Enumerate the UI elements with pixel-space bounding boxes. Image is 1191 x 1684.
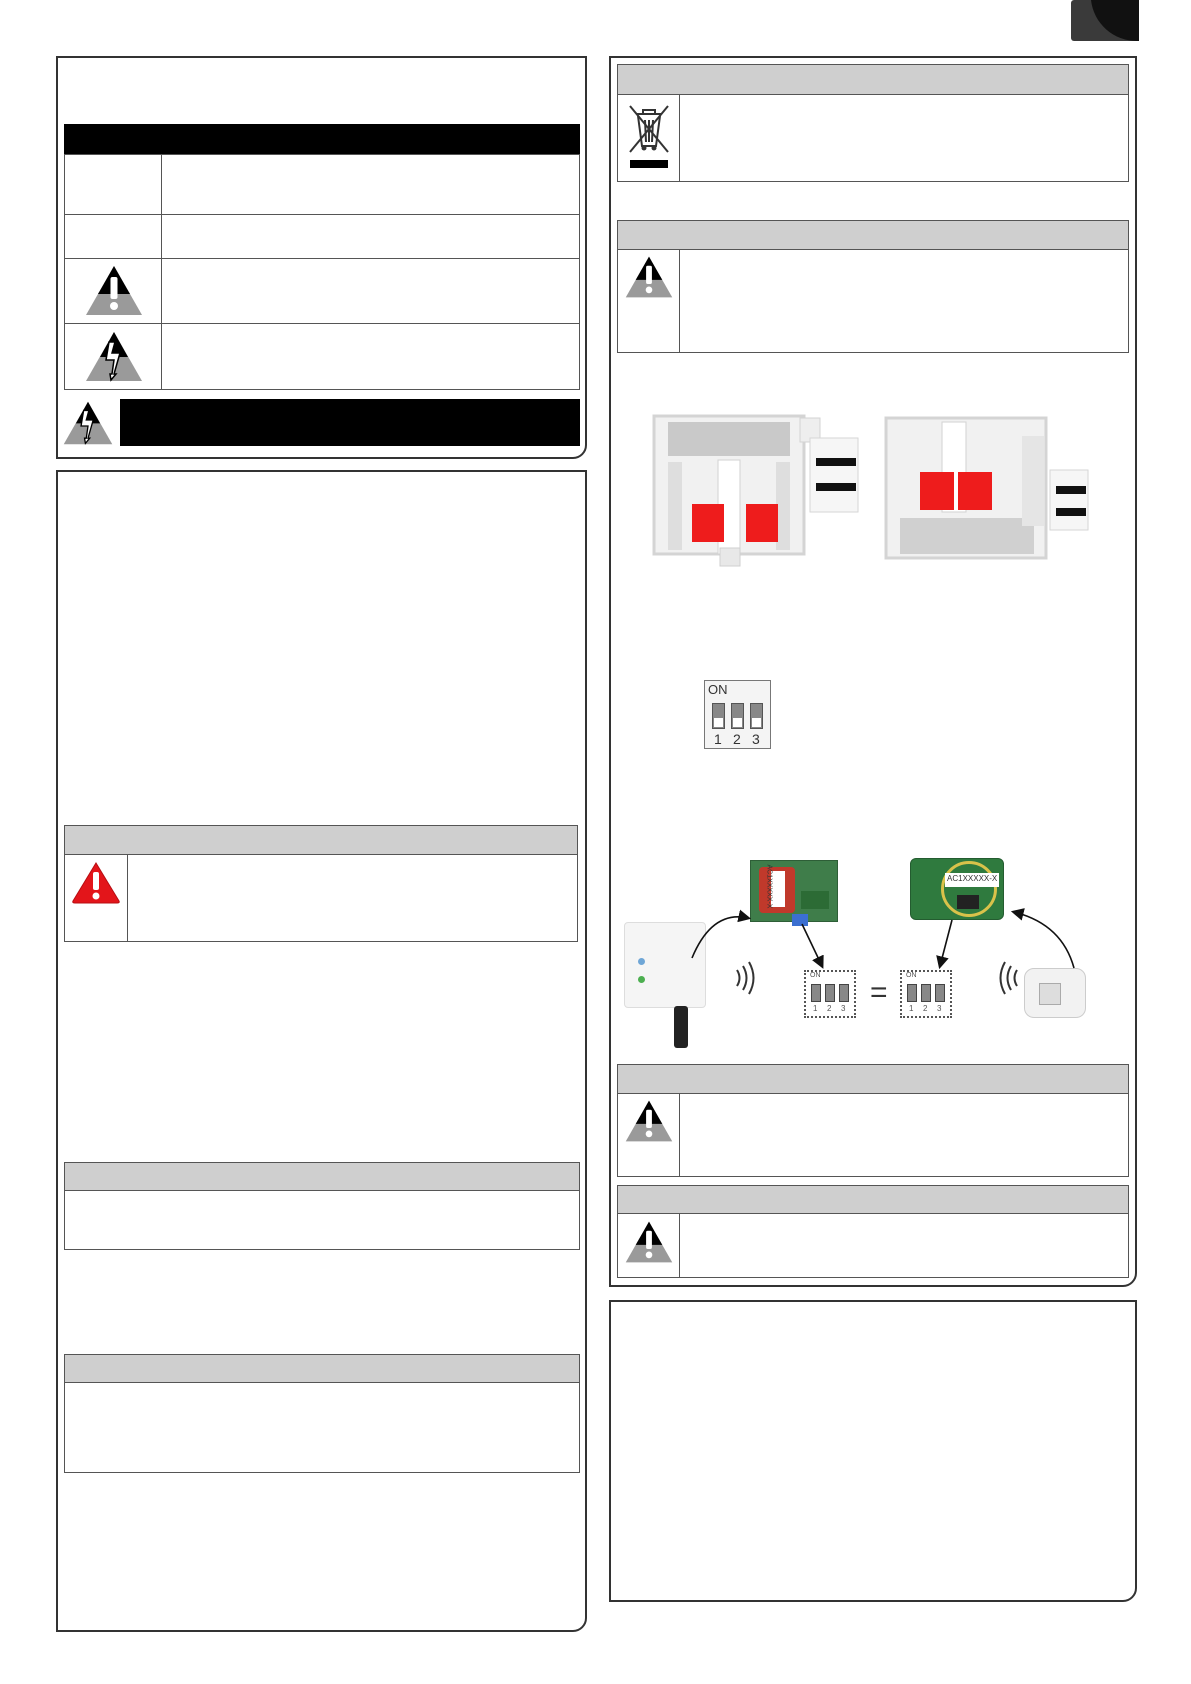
bottom-right-panel: [609, 1300, 1137, 1602]
dip-switch-number-2: 2: [733, 731, 741, 747]
info-box-2-header: [64, 1354, 580, 1383]
warning-banner: [120, 399, 580, 446]
symbols-column-divider: [161, 154, 162, 390]
small-dip-left-on: ON: [810, 972, 821, 979]
warning-box-1-header: [617, 220, 1129, 250]
warning-icon: [624, 255, 674, 299]
warning-box-2: [617, 1093, 1129, 1177]
dip-switch-on-label: ON: [708, 682, 728, 697]
small-dip-right-n3: 3: [937, 1004, 942, 1013]
warning-icon: [84, 264, 144, 317]
warning-box-2-divider: [679, 1093, 680, 1177]
warning-box-3: [617, 1213, 1129, 1278]
dip-switch-number-3: 3: [752, 731, 760, 747]
weee-box-divider: [679, 94, 680, 182]
symbols-table-header: [64, 124, 580, 154]
small-dip-left-n2: 2: [827, 1004, 832, 1013]
warning-icon: [624, 1099, 674, 1143]
danger-box-divider: [127, 854, 128, 942]
info-box-2: [64, 1382, 580, 1473]
dip-switch-figure: [704, 680, 771, 749]
info-box-1: [64, 1190, 580, 1250]
weee-box-header: [617, 64, 1129, 95]
equals-sign: =: [870, 976, 888, 1009]
pcb-right-label: AC1XXXXX-X: [947, 874, 998, 883]
danger-box-header: [64, 825, 578, 855]
pairing-figure: [622, 858, 1092, 1050]
danger-box: [64, 854, 578, 942]
dip-switch-number-1: 1: [714, 731, 722, 747]
dip-switch-1[interactable]: [712, 703, 725, 729]
symbols-row-2: [64, 214, 580, 259]
small-dip-right-on: ON: [906, 972, 917, 979]
dip-switch-3[interactable]: [750, 703, 763, 729]
warning-box-1: [617, 249, 1129, 353]
electric-shock-icon: [84, 330, 144, 383]
warning-box-2-header: [617, 1064, 1129, 1094]
danger-red-icon: [71, 861, 121, 904]
receiver-housing-left-image: [650, 408, 862, 568]
dip-switch-2[interactable]: [731, 703, 744, 729]
small-dip-left-n3: 3: [841, 1004, 846, 1013]
small-dip-right-n2: 2: [923, 1004, 928, 1013]
corner-tab: [1071, 0, 1139, 41]
crossed-bin-icon: [624, 100, 674, 172]
warning-box-3-header: [617, 1185, 1129, 1214]
pairing-arrows: [622, 858, 1092, 1050]
receiver-housing-right-image: [882, 408, 1094, 568]
weee-box: [617, 94, 1129, 182]
pcb-left-label: AC1XXXXX-X: [765, 864, 773, 909]
warning-icon: [624, 1220, 674, 1264]
small-dip-right-n1: 1: [909, 1004, 914, 1013]
warning-box-3-divider: [679, 1213, 680, 1278]
info-box-1-header: [64, 1162, 580, 1191]
warning-box-1-divider: [679, 249, 680, 353]
small-dip-left-n1: 1: [813, 1004, 818, 1013]
symbols-row-1: [64, 154, 580, 215]
electric-shock-banner-icon: [62, 399, 114, 447]
